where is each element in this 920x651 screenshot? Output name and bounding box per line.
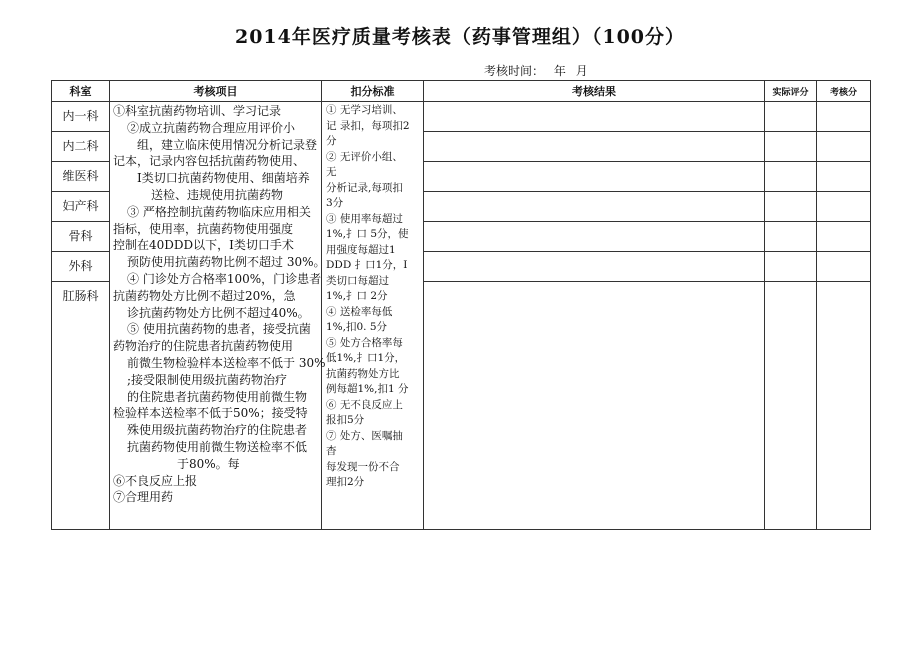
actual-score-cell[interactable] bbox=[765, 222, 816, 252]
actual-score-cell[interactable] bbox=[765, 162, 816, 192]
header-actual-score: 实际评分 bbox=[765, 81, 817, 102]
standard-line: ④ 送检率每低 bbox=[326, 305, 393, 318]
item-line: ③ 严格控制抗菌药物临床应用相关 bbox=[127, 204, 311, 219]
header-items: 考核项目 bbox=[110, 81, 322, 102]
score-cell[interactable] bbox=[817, 162, 870, 192]
exam-time-month: 月 bbox=[575, 64, 588, 78]
dept-cell: 骨科 bbox=[52, 222, 109, 252]
standard-line: 分 bbox=[326, 135, 337, 147]
standard-line: 每发现一份不合 bbox=[326, 460, 400, 473]
item-line: 前微生物检验样本送检率不低于 30% bbox=[127, 355, 326, 370]
dept-cell: 维医科 bbox=[52, 162, 109, 192]
standard-line: 3分 bbox=[326, 197, 344, 209]
actual-score-column bbox=[765, 102, 817, 530]
item-line: 指标，使用率，抗菌药物使用强度 bbox=[113, 221, 294, 236]
item-line: 抗菌药物使用前微生物送检率不低 bbox=[127, 439, 308, 454]
actual-score-cell[interactable] bbox=[765, 102, 816, 132]
body-row bbox=[52, 102, 871, 530]
item-line: 控制在40DDD以下，I类切口手术 bbox=[113, 238, 294, 253]
standard-line: 报扣5分 bbox=[326, 414, 365, 426]
standard-line: 例每超1%,扣1 分 bbox=[326, 383, 409, 395]
standard-line: 用强度每超过1 bbox=[326, 243, 396, 256]
standard-line: 1%,扌口 5分，使 bbox=[326, 228, 409, 240]
dept-cell: 内一科 bbox=[52, 102, 109, 132]
dept-cell: 肛肠科 bbox=[62, 289, 99, 303]
exam-time-label: 考核时间： bbox=[484, 64, 545, 78]
item-line: 组，建立临床使用情况分析记录登 bbox=[137, 137, 318, 152]
assessment-table bbox=[51, 80, 871, 530]
standard-line: 低1%,扌口1分， bbox=[326, 352, 406, 364]
standard-line: ③ 使用率每超过 bbox=[326, 212, 403, 225]
item-line: ⑦合理用药 bbox=[113, 490, 174, 505]
result-cell[interactable] bbox=[424, 192, 764, 222]
exam-time bbox=[484, 62, 594, 79]
dept-column bbox=[52, 102, 110, 530]
item-line: ④ 门诊处方合格率100%，门诊患者 bbox=[127, 271, 322, 286]
item-line: 检验样本送检率不低于50%；接受特 bbox=[113, 406, 308, 421]
item-line: ;接受限制使用级抗菌药物治疗 bbox=[127, 372, 288, 387]
items-cell bbox=[110, 102, 326, 530]
result-cell[interactable] bbox=[424, 222, 764, 252]
item-line: 预防使用抗菌药物比例不超过 30%。 bbox=[127, 255, 326, 270]
standard-line: ① 无学习培训、 bbox=[326, 104, 403, 116]
standard-cell bbox=[322, 102, 424, 530]
standard-line: 1%,扌口 2分 bbox=[326, 290, 388, 302]
header-score: 考核分 bbox=[817, 81, 871, 102]
result-cell[interactable] bbox=[424, 162, 764, 192]
score-cell[interactable] bbox=[817, 192, 870, 222]
standard-line: 抗菌药物处方比 bbox=[326, 367, 400, 380]
score-cell[interactable] bbox=[817, 282, 870, 529]
item-line: 于80%。每 bbox=[177, 456, 240, 471]
item-line: ⑤ 使用抗菌药物的患者，接受抗菌 bbox=[127, 322, 311, 337]
item-line: 药物治疗的住院患者抗菌药物使用 bbox=[113, 339, 294, 354]
standard-line: 1%,扣0. 5分 bbox=[326, 321, 388, 333]
result-column bbox=[424, 102, 765, 530]
dept-cell: 外科 bbox=[52, 252, 109, 282]
standard-line: 理扣2分 bbox=[326, 476, 365, 488]
standard-line: ⑦ 处方、医嘱抽 bbox=[326, 429, 403, 442]
score-column bbox=[817, 102, 871, 530]
dept-cell: 内二科 bbox=[52, 132, 109, 162]
standard-line: ⑥ 无不良反应上 bbox=[326, 398, 403, 411]
result-cell[interactable] bbox=[424, 282, 764, 529]
item-line: 抗菌药物处方比例不超过20%，急 bbox=[113, 288, 296, 303]
standard-line: 无 bbox=[326, 166, 337, 178]
standard-line: ② 无评价小组、 bbox=[326, 150, 403, 163]
score-cell[interactable] bbox=[817, 102, 870, 132]
item-line: 诊抗菌药物处方比例不超过40%。 bbox=[127, 305, 310, 320]
item-line: ⑥不良反应上报 bbox=[113, 473, 198, 488]
actual-score-cell[interactable] bbox=[765, 252, 816, 282]
result-cell[interactable] bbox=[424, 252, 764, 282]
actual-score-cell[interactable] bbox=[765, 192, 816, 222]
item-line: 的住院患者抗菌药物使用前微生物 bbox=[127, 389, 308, 404]
score-cell[interactable] bbox=[817, 222, 870, 252]
header-dept: 科室 bbox=[52, 81, 110, 102]
item-line: 殊使用级抗菌药物治疗的住院患者 bbox=[127, 423, 308, 438]
standard-line: 类切口每超过 bbox=[326, 274, 389, 287]
standard-line: 记 录扣，每项扣2 bbox=[326, 119, 410, 132]
page-title: 2014年医疗质量考核表（药事管理组）（100分） bbox=[234, 26, 686, 48]
standard-line: 杳 bbox=[326, 445, 337, 457]
actual-score-cell[interactable] bbox=[765, 132, 816, 162]
item-line: I类切口抗菌药物使用、细菌培养 bbox=[137, 171, 310, 186]
result-cell[interactable] bbox=[424, 102, 764, 132]
score-cell[interactable] bbox=[817, 252, 870, 282]
exam-time-year: 年 bbox=[553, 64, 566, 78]
result-cell[interactable] bbox=[424, 132, 764, 162]
item-line: ②成立抗菌药物合理应用评价小 bbox=[127, 120, 296, 135]
standard-line: 分析记录,每项扣 bbox=[326, 181, 403, 194]
header-row bbox=[52, 81, 871, 102]
item-line: ①科室抗菌药物培训、学习记录 bbox=[113, 104, 282, 118]
header-result: 考核结果 bbox=[424, 81, 765, 102]
standard-line: DDD 扌口1分，I bbox=[326, 259, 408, 271]
actual-score-cell[interactable] bbox=[765, 282, 816, 529]
score-cell[interactable] bbox=[817, 132, 870, 162]
dept-cell: 妇产科 bbox=[52, 192, 109, 222]
item-line: 送检、违规使用抗菌药物 bbox=[151, 187, 284, 202]
header-standard: 扣分标准 bbox=[322, 81, 424, 102]
item-line: 记本，记录内容包括抗菌药物使用、 bbox=[113, 154, 306, 169]
standard-line: ⑤ 处方合格率每 bbox=[326, 336, 403, 349]
